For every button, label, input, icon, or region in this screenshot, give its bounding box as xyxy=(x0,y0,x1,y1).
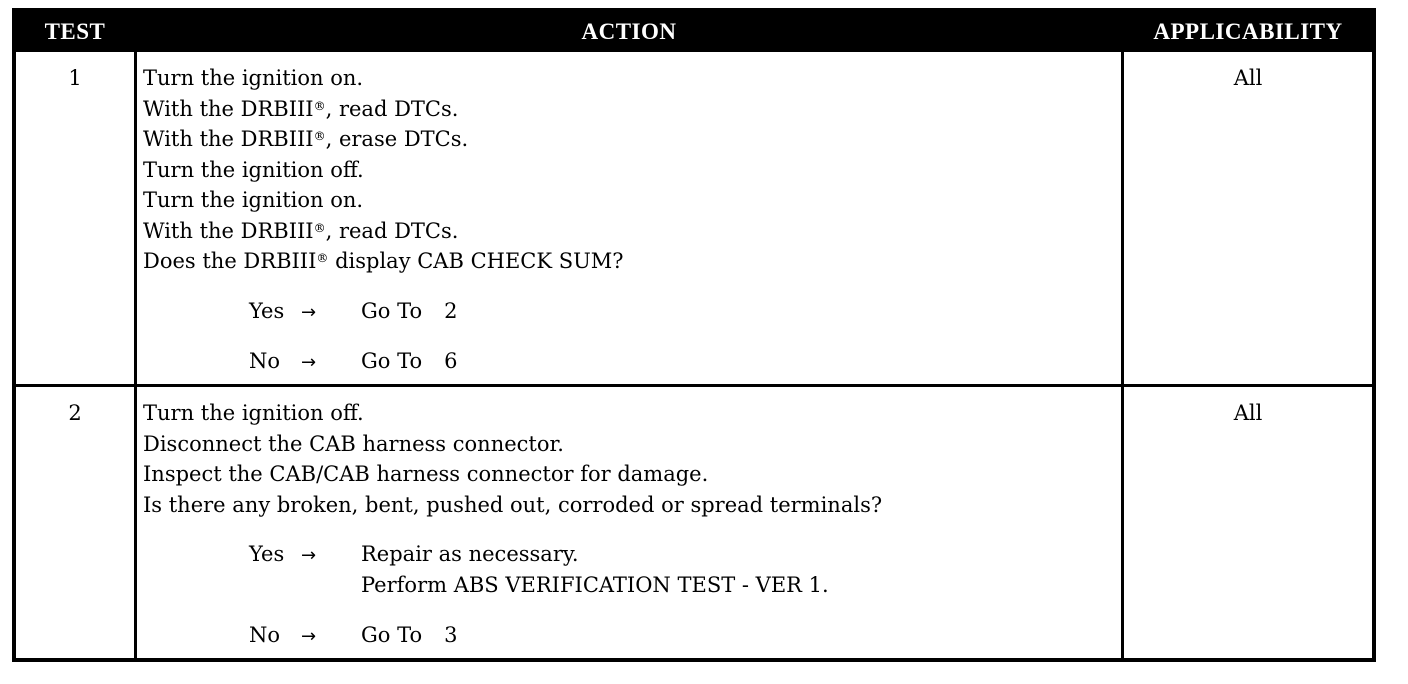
column-divider xyxy=(134,52,137,658)
step-text: Disconnect the CAB harness connector. xyxy=(143,431,564,456)
result-action: Go To xyxy=(361,299,423,323)
step-text: With the DRBIII®, read DTCs. xyxy=(143,218,459,243)
action-steps xyxy=(143,63,1113,277)
goto-target: 2 xyxy=(444,299,458,323)
test-number: 2 xyxy=(68,401,82,425)
result-action: Perform ABS VERIFICATION TEST - VER 1. xyxy=(361,572,829,597)
goto-target: 3 xyxy=(444,623,458,647)
table-header xyxy=(16,12,1372,52)
right-arrow-icon: → xyxy=(301,545,317,566)
applicability-value: All xyxy=(1233,66,1263,90)
step-text: Turn the ignition on. xyxy=(143,188,364,212)
step-text: Turn the ignition on. xyxy=(143,66,364,90)
test-number: 1 xyxy=(68,66,82,90)
right-arrow-icon: → xyxy=(301,626,317,647)
step-text: With the DRBIII®, erase DTCs. xyxy=(143,127,469,151)
action-steps xyxy=(143,398,1113,520)
header-applicability: APPLICABILITY xyxy=(1153,19,1343,44)
result-action: Go To xyxy=(361,349,423,373)
result-no xyxy=(249,620,458,653)
step-text: Turn the ignition off. xyxy=(143,401,364,425)
answer-label: Yes xyxy=(249,542,285,566)
result-action: Repair as necessary. xyxy=(361,542,579,566)
goto-target: 6 xyxy=(444,349,458,373)
step-text: Turn the ignition off. xyxy=(143,157,364,182)
answer-label: Yes xyxy=(249,299,285,323)
step-text: Inspect the CAB/CAB harness connector for damage. xyxy=(143,462,709,486)
row-divider xyxy=(16,384,1372,387)
result-yes xyxy=(249,539,829,600)
diagnostic-table xyxy=(12,8,1376,662)
result-no xyxy=(249,346,458,379)
header-action: ACTION xyxy=(581,19,677,44)
step-text: Does the DRBIII® display CAB CHECK SUM? xyxy=(143,249,624,273)
column-divider xyxy=(1121,52,1124,658)
right-arrow-icon: → xyxy=(301,302,317,323)
step-text: With the DRBIII®, read DTCs. xyxy=(143,96,459,121)
header-test: TEST xyxy=(44,19,106,44)
answer-label: No xyxy=(249,349,281,373)
right-arrow-icon: → xyxy=(301,352,317,373)
answer-label: No xyxy=(249,623,281,647)
result-action: Go To xyxy=(361,623,423,647)
step-text: Is there any broken, bent, pushed out, corroded or spread terminals? xyxy=(143,492,883,517)
result-yes xyxy=(249,296,458,329)
applicability-value: All xyxy=(1233,401,1263,425)
